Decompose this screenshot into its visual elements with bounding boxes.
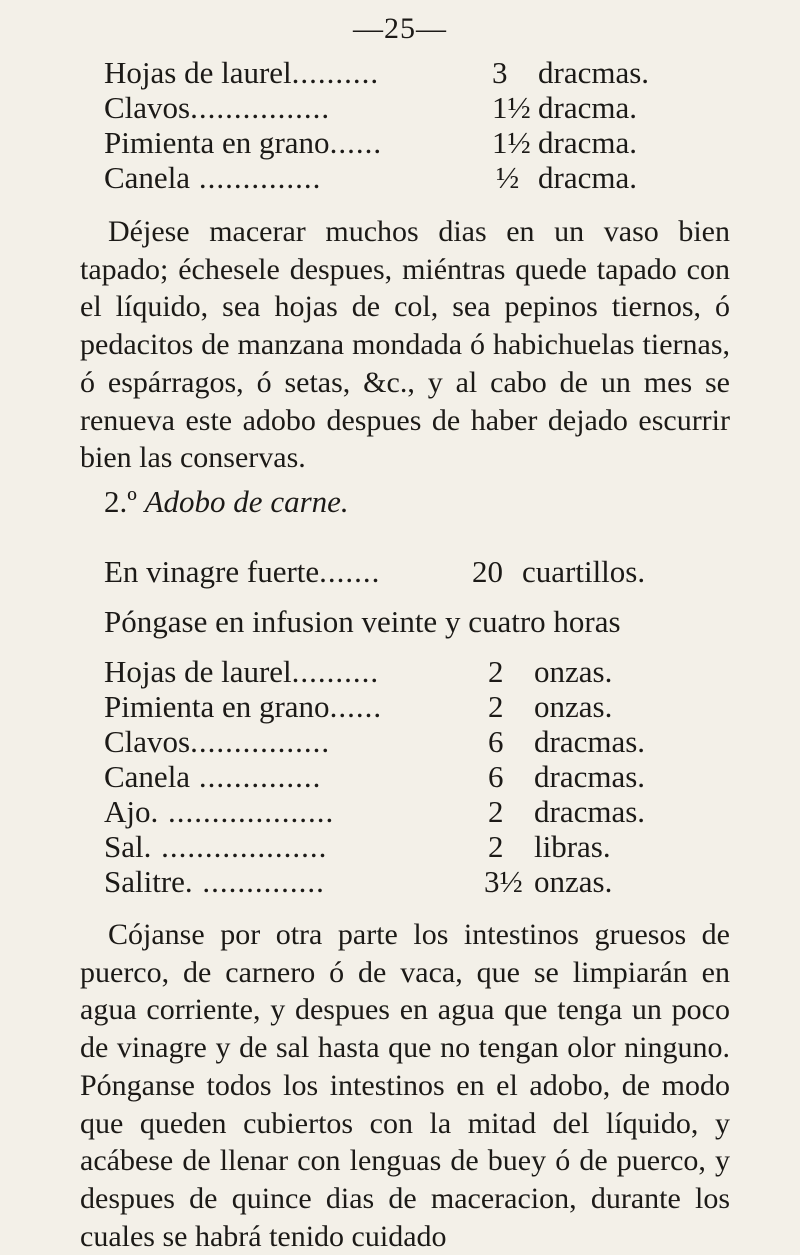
ingredient-name: Pimienta en grano — [104, 125, 330, 160]
section-title: Adobo de carne. — [144, 484, 349, 519]
ingredient-name: Clavos — [104, 724, 191, 759]
paragraph-1: Déjese macerar muchos dias en un vaso bien tapado; échesele despues, miéntras quede tapado con el líquido, sea hojas de col, sea pepinos tiernos, ó pedacitos de manzana mondada ó habichuelas tiernas, ó espárragos, ó setas, &c., y al cabo de un mes se renueva este adobo despues de haber dejado escurrir bien las conservas. — [80, 215, 730, 475]
ingredient-unit: dracmas. — [534, 759, 646, 794]
ingredient-quantity: 6 — [488, 724, 504, 759]
leader-dots: . ................... — [150, 794, 335, 829]
leader-dots: . .............. — [184, 864, 325, 899]
ingredient-unit: libras. — [534, 829, 611, 864]
ingredient-quantity: ½ — [496, 160, 520, 195]
ingredient-quantity: 2 — [488, 829, 504, 864]
ingredient-row — [104, 653, 724, 691]
ingredient-unit: dracma. — [538, 160, 637, 195]
leader-dots: ....... — [319, 554, 381, 589]
leader-dots: .......... — [291, 654, 380, 689]
ingredient-name: Hojas de laurel — [104, 55, 292, 90]
section-heading — [104, 483, 349, 521]
leader-dots: .............. — [190, 759, 322, 794]
ingredient-row — [104, 54, 704, 92]
leader-dots: . ................... — [143, 829, 328, 864]
ingredient-unit: onzas. — [534, 689, 613, 724]
ingredient-row — [104, 758, 724, 796]
ingredient-unit: onzas. — [534, 864, 613, 899]
leader-dots: ................ — [190, 90, 331, 125]
ingredient-quantity: 6 — [488, 759, 504, 794]
ingredient-quantity: 1½ — [492, 125, 531, 160]
ingredient-name: Pimienta en grano — [104, 689, 330, 724]
ingredient-unit: dracmas. — [534, 794, 646, 829]
ingredient-name: Canela — [104, 759, 191, 794]
ingredient-quantity: 2 — [488, 654, 504, 689]
leader-dots: .......... — [291, 55, 380, 90]
ingredient-quantity: 3 — [492, 55, 508, 90]
ingredient-unit: dracma. — [538, 90, 637, 125]
paragraph-2: Cójanse por otra parte los intestinos gruesos de puerco, de carnero ó de vaca, que se limpiarán en agua corriente, y despues en agua que tenga un poco de vinagre y de sal hasta que no tengan olor ninguno. Pónganse todos los intestinos en el adobo, de modo que queden cubiertos con la mitad del líquido, y acábese de llenar con lenguas de buey ó de puerco, y despues de quince dias de maceracion, durante los cuales se habrá tenido cuidado — [80, 918, 730, 1253]
ingredient-unit: dracmas. — [538, 55, 650, 90]
ingredient-quantity: 2 — [488, 689, 504, 724]
ingredient-row — [104, 89, 704, 127]
ingredient-quantity: 3½ — [484, 864, 523, 899]
ingredient-name: Clavos — [104, 90, 191, 125]
ingredient-row — [104, 723, 724, 761]
ingredient-unit: cuartillos. — [522, 554, 646, 589]
ingredient-name: En vinagre fuerte — [104, 554, 320, 589]
ingredient-name: Ajo — [104, 794, 151, 829]
ingredient-quantity: 2 — [488, 794, 504, 829]
vinegar-row — [104, 553, 744, 591]
ingredient-row — [104, 124, 704, 162]
ingredient-name: Canela — [104, 160, 191, 195]
ingredient-unit: onzas. — [534, 654, 613, 689]
ingredient-row — [104, 793, 724, 831]
section-number: 2.º — [104, 484, 137, 519]
ingredient-row — [104, 688, 724, 726]
ingredient-unit: dracmas. — [534, 724, 646, 759]
ingredient-quantity: 20 — [472, 554, 503, 589]
ingredient-name: Salitre — [104, 864, 185, 899]
ingredient-name: Sal — [104, 829, 144, 864]
ingredient-row — [104, 863, 724, 901]
leader-dots: ................ — [190, 724, 331, 759]
ingredient-name: Hojas de laurel — [104, 654, 292, 689]
leader-dots: ...... — [329, 689, 383, 724]
ingredient-unit: dracma. — [538, 125, 637, 160]
leader-dots: .............. — [190, 160, 322, 195]
leader-dots: ...... — [329, 125, 383, 160]
ingredient-row — [104, 159, 704, 197]
ingredient-row — [104, 828, 724, 866]
infusion-line: Póngase en infusion veinte y cuatro horas — [104, 604, 621, 639]
ingredient-quantity: 1½ — [492, 90, 531, 125]
page-number: —25— — [353, 12, 447, 45]
